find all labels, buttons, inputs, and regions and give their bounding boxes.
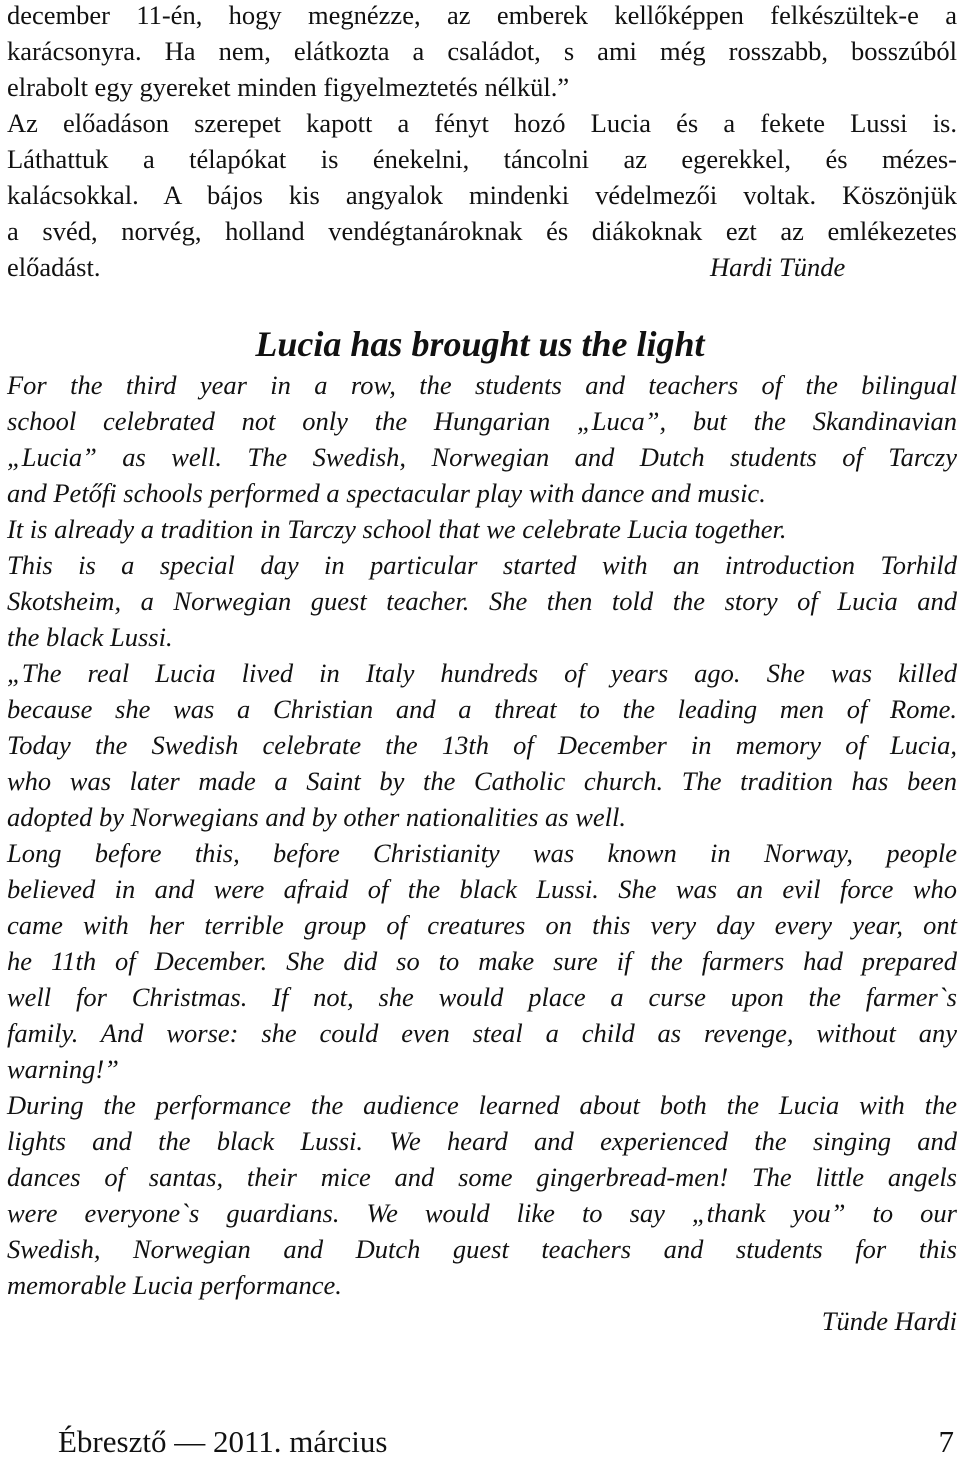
hungarian-line: elrabolt egy gyereket minden figyelmeztetés nélkül.” (7, 72, 570, 102)
english-signature: Tünde Hardi (821, 1306, 957, 1336)
english-line: dances of santas, their mice and some gingerbread-men! The little angels (7, 1162, 957, 1192)
article-title: Lucia has brought us the light (255, 324, 705, 364)
english-line: believed in and were afraid of the black Lussi. She was an evil force who (7, 874, 957, 904)
english-line: Today the Swedish celebrate the 13th of December in memory of Lucia, (7, 730, 957, 760)
hungarian-signature: Hardi Tünde (710, 252, 846, 282)
english-line: because she was a Christian and a threat to the leading men of Rome. (7, 694, 957, 724)
english-line: the black Lussi. (7, 622, 173, 652)
page-number: 7 (938, 1424, 954, 1459)
hungarian-line: karácsonyra. Ha nem, elátkozta a családot, s ami még rosszabb, bosszúból (7, 36, 957, 66)
hungarian-line: december 11-én, hogy megnézze, az emberek kellőképpen felkészültek-e a (7, 0, 957, 30)
english-line: lights and the black Lussi. We heard and experienced the singing and (7, 1126, 957, 1156)
english-line: well for Christmas. If not, she would place a curse upon the farmer`s (7, 982, 957, 1012)
english-line: school celebrated not only the Hungarian „Luca”, but the Skandinavian (7, 406, 957, 436)
english-line: came with her terrible group of creatures on this very day every year, ont (7, 910, 957, 940)
english-line: family. And worse: she could even steal a child as revenge, without any (7, 1018, 957, 1048)
english-line: were everyone`s guardians. We would like to say „thank you” to our (7, 1198, 957, 1228)
english-line: Skotsheim, a Norwegian guest teacher. She then told the story of Lucia and (7, 586, 957, 616)
english-line: who was later made a Saint by the Catholic church. The tradition has been (7, 766, 957, 796)
english-line: It is already a tradition in Tarczy school that we celebrate Lucia together. (7, 514, 787, 544)
hungarian-line: a svéd, norvég, holland vendégtanároknak és diákoknak ezt az emlékezetes (7, 216, 957, 246)
english-line: „Lucia” as well. The Swedish, Norwegian and Dutch students of Tarczy (7, 442, 957, 472)
english-line: and Petőfi schools performed a spectacular play with dance and music. (7, 478, 766, 508)
english-line: adopted by Norwegians and by other nationalities as well. (7, 802, 627, 832)
english-line: Swedish, Norwegian and Dutch guest teachers and students for this (7, 1234, 957, 1264)
english-line: For the third year in a row, the students and teachers of the bilingual (7, 370, 957, 400)
english-line: he 11th of December. She did so to make sure if the farmers had prepared (7, 946, 957, 976)
hungarian-line: Láthattuk a télapókat is énekelni, táncolni az egerekkel, és mézes- (7, 144, 957, 174)
english-line: warning!” (7, 1054, 119, 1084)
english-line: „The real Lucia lived in Italy hundreds of years ago. She was killed (7, 658, 957, 688)
hungarian-line: előadást. (7, 252, 101, 282)
english-line: Long before this, before Christianity was known in Norway, people (7, 838, 957, 868)
publication-footer: Ébresztő — 2011. március (58, 1424, 388, 1459)
hungarian-line: Az előadáson szerepet kapott a fényt hozó Lucia és a fekete Lussi is. (7, 108, 957, 138)
english-line: memorable Lucia performance. (7, 1270, 342, 1300)
english-line: This is a special day in particular started with an introduction Torhild (7, 550, 957, 580)
hungarian-line: kalácsokkal. A bájos kis angyalok mindenki védelmezői voltak. Köszönjük (7, 180, 957, 210)
english-line: During the performance the audience learned about both the Lucia with the (7, 1090, 957, 1120)
